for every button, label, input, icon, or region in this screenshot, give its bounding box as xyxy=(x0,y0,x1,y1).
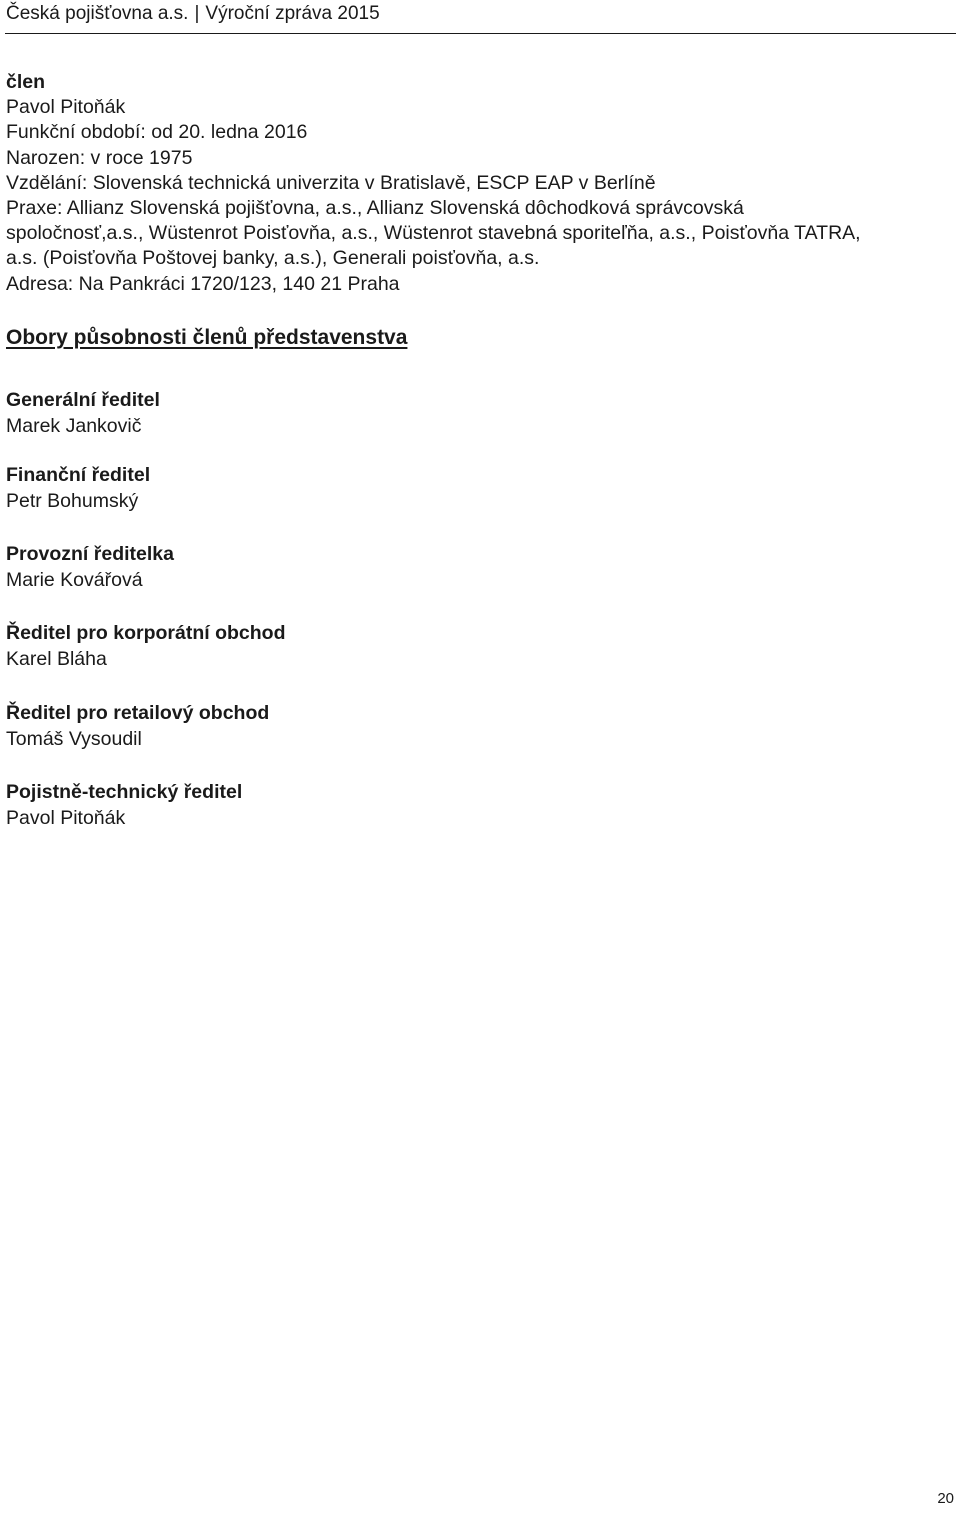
member-address: Adresa: Na Pankráci 1720/123, 140 21 Praha xyxy=(6,272,400,295)
member-practice-line-1: Praxe: Allianz Slovenská pojišťovna, a.s., Allianz Slovenská dôchodková správcovská xyxy=(6,197,744,220)
role-holder-name: Petr Bohumský xyxy=(6,489,139,512)
header-company: Česká pojišťovna a.s. xyxy=(6,3,189,24)
board-member-profile xyxy=(6,70,954,297)
member-role: člen xyxy=(6,71,46,93)
role-holder-name: Pavol Pitoňák xyxy=(6,806,126,829)
role-block-corporate-director xyxy=(6,621,286,672)
role-block-operations-director xyxy=(6,542,174,593)
role-block-actuarial-director xyxy=(6,780,242,831)
member-born: Narozen: v roce 1975 xyxy=(6,146,193,169)
member-education: Vzdělání: Slovenská technická univerzita v Bratislavě, ESCP EAP v Berlíně xyxy=(6,171,656,194)
role-block-general-director xyxy=(6,388,160,439)
page-number: 20 xyxy=(937,1490,954,1507)
running-header xyxy=(6,2,380,26)
role-block-retail-director xyxy=(6,701,269,752)
role-title: Pojistně-technický ředitel xyxy=(6,781,243,803)
header-report-title: Výroční zpráva 2015 xyxy=(205,3,380,24)
member-name: Pavol Pitoňák xyxy=(6,96,126,119)
header-divider xyxy=(5,33,956,34)
role-title: Provozní ředitelka xyxy=(6,543,174,565)
member-practice-line-3: a.s. (Poisťovňa Poštovej banky, a.s.), Generali poisťovňa, a.s. xyxy=(6,247,540,270)
role-title: Ředitel pro retailový obchod xyxy=(6,702,270,724)
role-holder-name: Karel Bláha xyxy=(6,647,107,670)
role-title: Finanční ředitel xyxy=(6,464,151,486)
section-title: Obory působnosti členů představenstva xyxy=(6,326,408,349)
role-title: Generální ředitel xyxy=(6,389,160,411)
member-practice-line-2: spoločnosť,a.s., Wüstenrot Poisťovňa, a.s., Wüstenrot stavebná sporiteľňa, a.s., Poisťovňa TATRA, xyxy=(6,222,861,245)
header-separator: | xyxy=(194,3,200,24)
role-holder-name: Marek Jankovič xyxy=(6,414,142,437)
member-term: Funkční období: od 20. ledna 2016 xyxy=(6,121,308,144)
role-holder-name: Marie Kovářová xyxy=(6,568,143,591)
role-holder-name: Tomáš Vysoudil xyxy=(6,727,142,750)
role-block-financial-director xyxy=(6,463,150,514)
role-title: Ředitel pro korporátní obchod xyxy=(6,622,286,644)
